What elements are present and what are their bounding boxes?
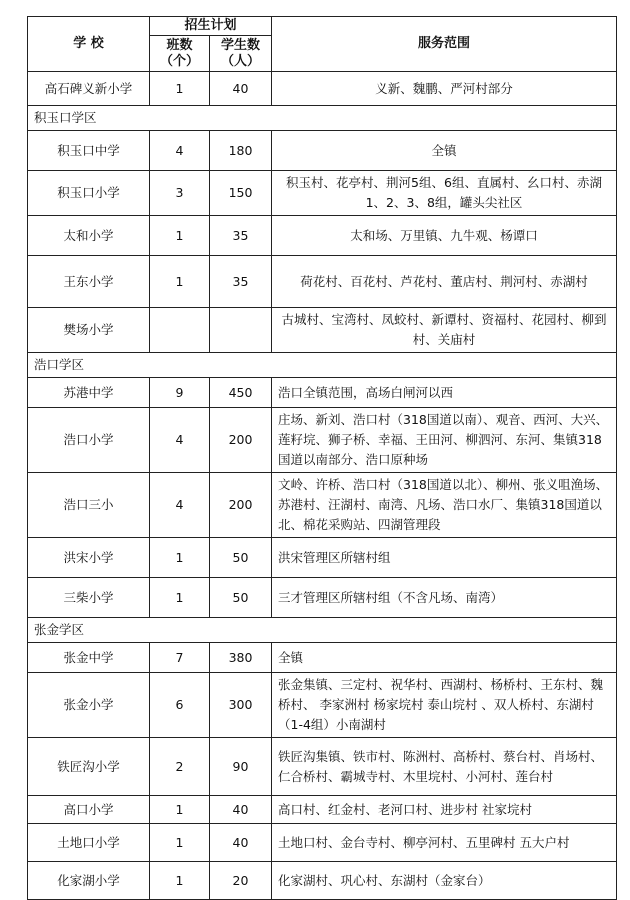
table-row: [28, 473, 617, 538]
school-name: 樊场小学: [28, 308, 150, 353]
school-name: 王东小学: [28, 256, 150, 308]
student-count: 200: [210, 473, 272, 538]
student-count: 200: [210, 408, 272, 473]
table-row: [28, 643, 617, 673]
header-plan: 招生计划: [150, 17, 272, 36]
service-scope: 太和场、万里镇、九牛观、杨谭口: [272, 216, 617, 256]
school-name: 铁匠沟小学: [28, 738, 150, 796]
service-scope: 文岭、许桥、浩口村（318国道以北）、柳州、张义咀渔场、苏港村、汪湖村、南湾、凡场、浩口水厂、集镇318国道以北、棉花采购站、四湖管理段: [272, 473, 617, 538]
student-count: 35: [210, 216, 272, 256]
table-row: [28, 408, 617, 473]
table-row: [28, 824, 617, 862]
service-scope: 张金集镇、三定村、祝华村、西湖村、杨桥村、王东村、魏桥村、 李家洲村 杨家垸村 泰山垸村 、双人桥村、东湖村（1-4组）小南湖村: [272, 673, 617, 738]
student-count: [210, 308, 272, 353]
section-row: [28, 106, 617, 131]
service-scope: 荷花村、百花村、芦花村、董店村、荆河村、赤湖村: [272, 256, 617, 308]
class-count: 1: [150, 72, 210, 106]
table-row: [28, 256, 617, 308]
school-name: 浩口小学: [28, 408, 150, 473]
student-count: 40: [210, 72, 272, 106]
service-scope: 高口村、红金村、老河口村、进步村 社家垸村: [272, 796, 617, 824]
service-scope: 铁匠沟集镇、铁市村、陈洲村、高桥村、蔡台村、肖场村、仁合桥村、霸城寺村、木里垸村、小河村、莲台村: [272, 738, 617, 796]
class-count: 4: [150, 408, 210, 473]
service-scope: 洪宋管理区所辖村组: [272, 538, 617, 578]
class-count: 4: [150, 473, 210, 538]
student-count: 180: [210, 131, 272, 171]
school-name: 三柴小学: [28, 578, 150, 618]
table-row: [28, 673, 617, 738]
service-scope: 土地口村、金台寺村、柳亭河村、五里碑村 五大户村: [272, 824, 617, 862]
table-row: [28, 862, 617, 900]
school-name: 土地口小学: [28, 824, 150, 862]
header-classes: 班数 （个）: [150, 36, 210, 72]
class-count: 1: [150, 578, 210, 618]
class-count: 1: [150, 216, 210, 256]
table-row: [28, 378, 617, 408]
service-scope: 全镇: [272, 643, 617, 673]
table-row: [28, 796, 617, 824]
student-count: 50: [210, 538, 272, 578]
table-row: [28, 578, 617, 618]
school-name: 洪宋小学: [28, 538, 150, 578]
section-row: [28, 618, 617, 643]
enrollment-table: [27, 16, 617, 900]
class-count: 7: [150, 643, 210, 673]
service-scope: 积玉村、花亭村、荆河5组、6组、直属村、幺口村、赤湖1、2、3、8组，罐头尖社区: [272, 171, 617, 216]
header-students: 学生数 （人）: [210, 36, 272, 72]
student-count: 300: [210, 673, 272, 738]
table-row: [28, 308, 617, 353]
service-scope: 古城村、宝湾村、凤蛟村、新谭村、资福村、花园村、柳到村、关庙村: [272, 308, 617, 353]
student-count: 450: [210, 378, 272, 408]
class-count: 1: [150, 538, 210, 578]
school-name: 张金中学: [28, 643, 150, 673]
school-name: 积玉口中学: [28, 131, 150, 171]
service-scope: 浩口全镇范围，高场白闸河以西: [272, 378, 617, 408]
header-scope: 服务范围: [272, 17, 617, 72]
header-school: 学 校: [28, 17, 150, 72]
school-name: 张金小学: [28, 673, 150, 738]
school-name: 高石碑义新小学: [28, 72, 150, 106]
school-name: 化家湖小学: [28, 862, 150, 900]
student-count: 50: [210, 578, 272, 618]
class-count: 1: [150, 824, 210, 862]
table-row: [28, 171, 617, 216]
school-name: 苏港中学: [28, 378, 150, 408]
section-name: 张金学区: [28, 618, 617, 643]
class-count: 2: [150, 738, 210, 796]
student-count: 150: [210, 171, 272, 216]
table-row: [28, 72, 617, 106]
class-count: 4: [150, 131, 210, 171]
class-count: 3: [150, 171, 210, 216]
class-count: 1: [150, 256, 210, 308]
section-row: [28, 353, 617, 378]
student-count: 90: [210, 738, 272, 796]
service-scope: 义新、魏鹏、严河村部分: [272, 72, 617, 106]
service-scope: 庄场、新刘、浩口村（318国道以南）、观音、西河、大兴、莲籽垸、狮子桥、幸福、王田河、柳泗河、东河、集镇318国道以南部分、浩口原种场: [272, 408, 617, 473]
service-scope: 全镇: [272, 131, 617, 171]
section-name: 积玉口学区: [28, 106, 617, 131]
class-count: 1: [150, 862, 210, 900]
class-count: [150, 308, 210, 353]
class-count: 9: [150, 378, 210, 408]
student-count: 35: [210, 256, 272, 308]
student-count: 380: [210, 643, 272, 673]
table-row: [28, 538, 617, 578]
service-scope: 三才管理区所辖村组（不含凡场、南湾）: [272, 578, 617, 618]
student-count: 20: [210, 862, 272, 900]
table-row: [28, 738, 617, 796]
student-count: 40: [210, 796, 272, 824]
table-row: [28, 216, 617, 256]
student-count: 40: [210, 824, 272, 862]
class-count: 1: [150, 796, 210, 824]
school-name: 浩口三小: [28, 473, 150, 538]
service-scope: 化家湖村、巩心村、东湖村（金家台）: [272, 862, 617, 900]
school-name: 高口小学: [28, 796, 150, 824]
section-name: 浩口学区: [28, 353, 617, 378]
table-body: [28, 72, 617, 900]
school-name: 积玉口小学: [28, 171, 150, 216]
school-name: 太和小学: [28, 216, 150, 256]
class-count: 6: [150, 673, 210, 738]
table-row: [28, 131, 617, 171]
